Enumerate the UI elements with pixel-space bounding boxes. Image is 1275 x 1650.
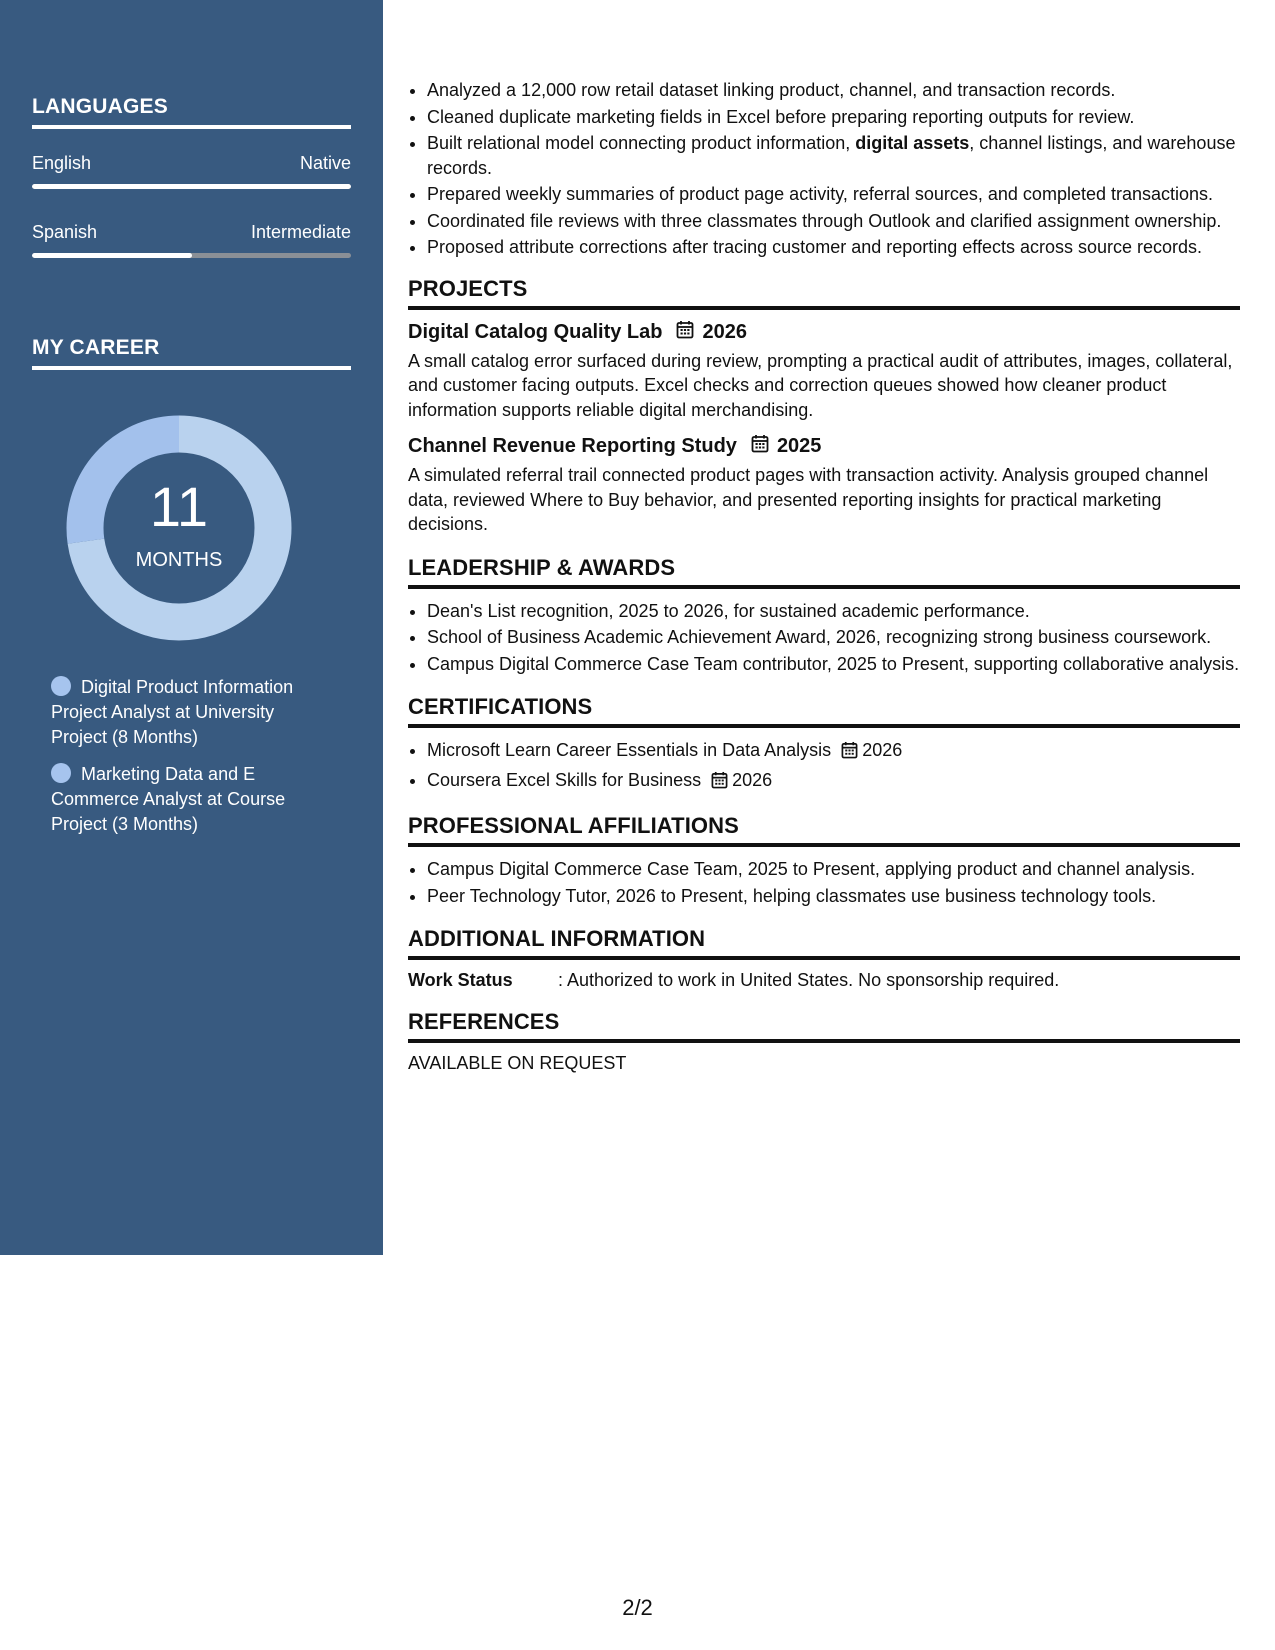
- calendar-icon: [751, 434, 769, 459]
- project-year: 2025: [776, 435, 822, 457]
- experience-bullet: • Coordinated file reviews with three classmates through Outlook and clarified assignment ownership.: [427, 209, 1240, 234]
- legend-dot-icon: [51, 676, 71, 696]
- experience-bullets: [408, 78, 1240, 260]
- language-name: English: [32, 153, 92, 173]
- legend-dot-icon: [51, 763, 71, 783]
- certifications-list: [408, 738, 1240, 795]
- experience-bullet: • Proposed attribute corrections after tracing customer and reporting effects across source records.: [427, 235, 1240, 260]
- language-level: Intermediate: [250, 222, 351, 242]
- leadership-item: • Campus Digital Commerce Case Team contributor, 2025 to Present, supporting collaborative analysis.: [427, 652, 1240, 677]
- project-title-row: [408, 320, 1240, 345]
- career-heading: MY CAREER: [32, 336, 351, 370]
- experience-bullet: • Built relational model connecting product information, digital assets, channel listings, and warehouse records.: [427, 131, 1240, 180]
- experience-bullet: • Analyzed a 12,000 row retail dataset linking product, channel, and transaction records.: [427, 78, 1240, 103]
- page-number: 2/2: [622, 1595, 653, 1620]
- references-heading: REFERENCES: [408, 1009, 1240, 1043]
- additional-heading: ADDITIONAL INFORMATION: [408, 926, 1240, 960]
- language-name: Spanish: [32, 222, 98, 242]
- leadership-list: [408, 599, 1240, 677]
- career-legend-item: [51, 675, 321, 750]
- bold-keyword: digital assets: [855, 133, 970, 153]
- career-legend-label: Digital Product Information Project Analyst at University Project (8 Months): [51, 677, 294, 747]
- leadership-item: • School of Business Academic Achievement Award, 2026, recognizing strong business coursework.: [427, 625, 1240, 650]
- affiliations-list: [408, 857, 1240, 908]
- career-months-label: MONTHS: [135, 549, 223, 571]
- project-description: A simulated referral trail connected product pages with transaction activity. Analysis grouped channel data, reviewed Where to Buy behavior, and presented reporting insights for practical marketing decisions.: [408, 465, 1209, 534]
- work-status-label: Work Status: [408, 970, 513, 990]
- certification-item: [427, 738, 1240, 766]
- sidebar: [0, 0, 383, 1255]
- language-row-english: [32, 153, 351, 174]
- affiliation-item: • Peer Technology Tutor, 2026 to Present, helping classmates use business technology tools.: [427, 884, 1240, 909]
- language-bar-fill: [32, 253, 192, 258]
- certification-name: Microsoft Learn Career Essentials in Data Analysis: [427, 740, 832, 760]
- project-title-row: [408, 434, 1240, 459]
- experience-bullet: • Prepared weekly summaries of product page activity, referral sources, and completed transactions.: [427, 182, 1240, 207]
- projects-heading: PROJECTS: [408, 276, 1240, 310]
- project-title: Digital Catalog Quality Lab: [408, 320, 663, 343]
- references-text: AVAILABLE ON REQUEST: [408, 1053, 627, 1073]
- affiliation-item: • Campus Digital Commerce Case Team, 2025 to Present, applying product and channel analysis.: [427, 857, 1240, 882]
- work-status-row: [408, 970, 1240, 991]
- calendar-icon: [711, 771, 728, 796]
- certifications-heading: CERTIFICATIONS: [408, 694, 1240, 728]
- leadership-heading: LEADERSHIP & AWARDS: [408, 555, 1240, 589]
- calendar-icon: [676, 320, 694, 345]
- language-bar-fill: [32, 184, 351, 189]
- project-description: A small catalog error surfaced during review, prompting a practical audit of attributes, images, collateral, and customer facing outputs. Excel checks and correction queues showed how cleaner product information supports reliable digital merchandising.: [408, 350, 1233, 420]
- language-level: Native: [299, 153, 351, 173]
- certification-year: 2026: [732, 769, 773, 790]
- languages-heading: LANGUAGES: [32, 95, 351, 129]
- certification-year: 2026: [862, 740, 903, 760]
- leadership-item: • Dean's List recognition, 2025 to 2026, for sustained academic performance.: [427, 599, 1240, 624]
- career-legend-label: Marketing Data and E Commerce Analyst at Course Project (3 Months): [51, 764, 286, 834]
- career-legend-item: [51, 762, 321, 837]
- calendar-icon: [841, 741, 858, 766]
- affiliations-heading: PROFESSIONAL AFFILIATIONS: [408, 813, 1240, 847]
- language-bar-english: [32, 184, 351, 189]
- project-year: 2026: [702, 320, 747, 343]
- certification-name: Coursera Excel Skills for Business: [427, 769, 702, 790]
- project-title: Channel Revenue Reporting Study: [408, 435, 737, 457]
- main-content: [408, 78, 1240, 1074]
- career-donut-chart: [66, 415, 292, 641]
- language-bar-spanish: [32, 253, 351, 258]
- career-total-months: 11: [149, 475, 209, 538]
- language-row-spanish: [32, 222, 351, 243]
- experience-bullet: • Cleaned duplicate marketing fields in Excel before preparing reporting outputs for review.: [427, 105, 1240, 130]
- certification-item: [427, 768, 1240, 796]
- work-status-value: : Authorized to work in United States. No sponsorship required.: [558, 970, 1060, 990]
